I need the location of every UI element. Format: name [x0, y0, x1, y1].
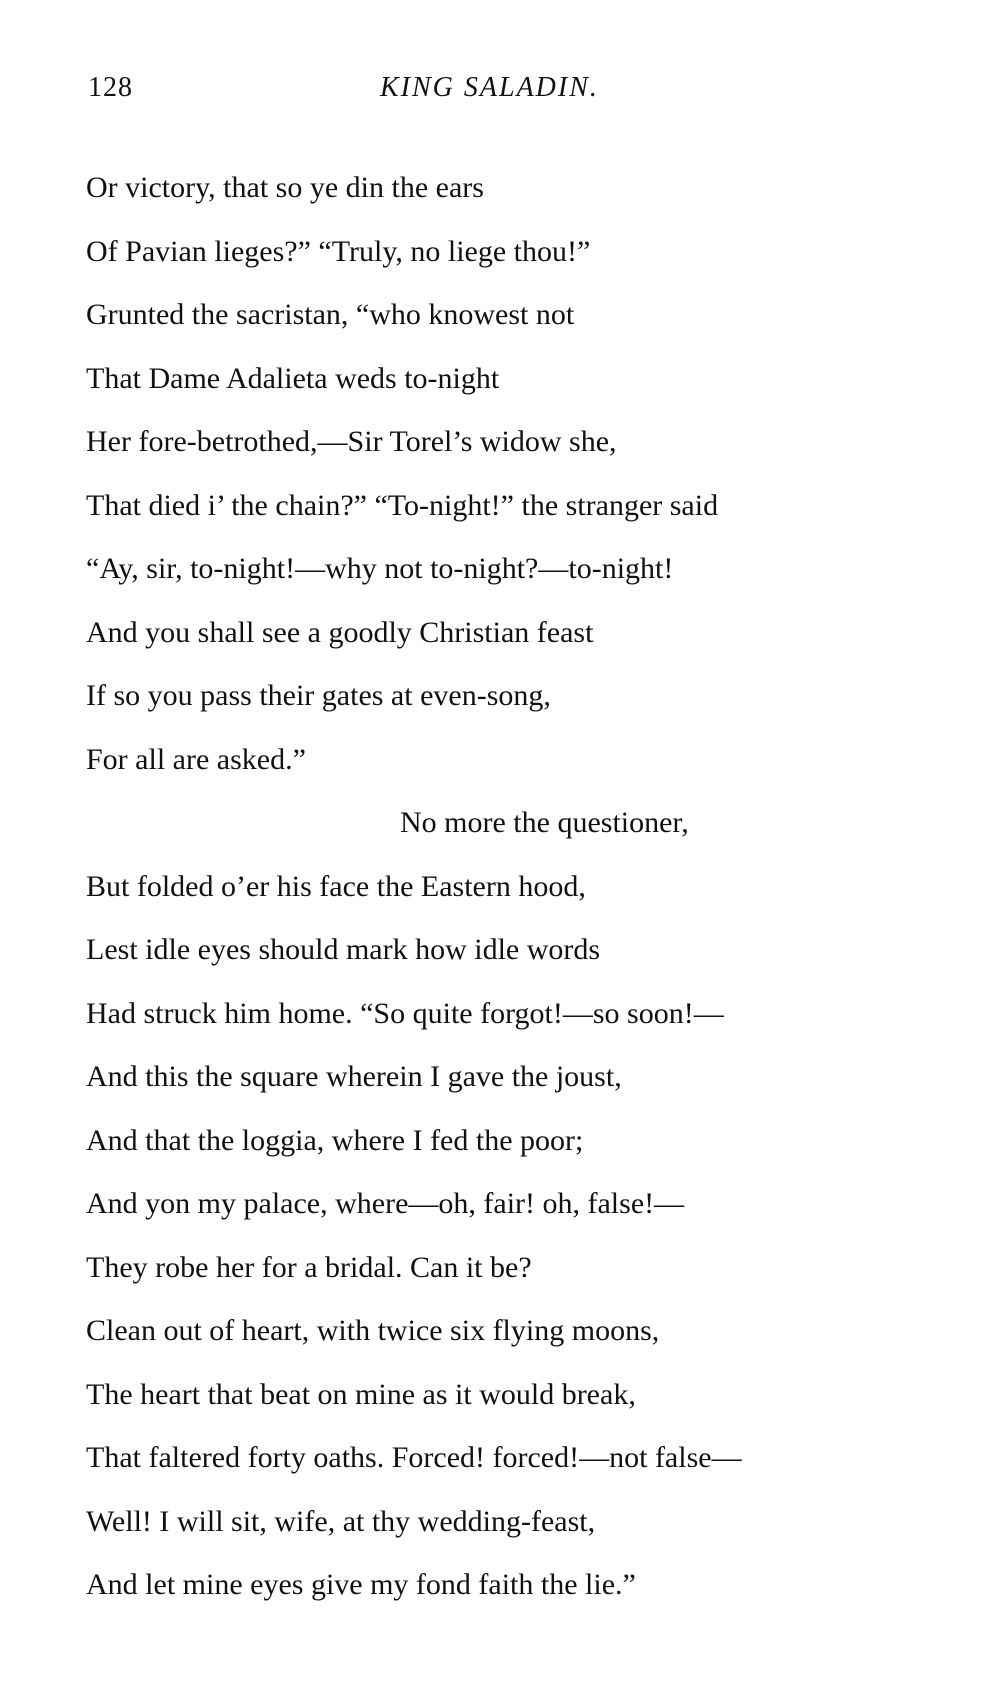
page-header	[88, 72, 928, 112]
poem-line: “Ay, sir, to-night!—why not to-night?—to-night!	[86, 552, 674, 585]
poem-line: And that the loggia, where I fed the poor;	[86, 1123, 584, 1157]
poem-line: Lest idle eyes should mark how idle words	[86, 933, 601, 966]
poem-line: Of Pavian lieges?” “Truly, no liege thou!”	[86, 234, 591, 268]
poem-line: Her fore-betrothed,—Sir Torel’s widow she,	[86, 425, 617, 458]
poem-line: Well! I will sit, wife, at thy wedding-feast,	[86, 1504, 596, 1538]
poem-line: Or victory, that so ye din the ears	[86, 171, 484, 204]
poem-line-indented: No more the questioner,	[400, 806, 689, 839]
poem-line: And let mine eyes give my fond faith the lie.”	[86, 1568, 636, 1601]
poem-line: They robe her for a bridal. Can it be?	[86, 1250, 532, 1284]
poem-line: The heart that beat on mine as it would break,	[86, 1377, 636, 1411]
poem-line: And you shall see a goodly Christian feast	[86, 615, 594, 649]
poem-line: Clean out of heart, with twice six flying moons,	[86, 1314, 660, 1347]
running-title: KING SALADIN.	[380, 72, 599, 103]
poem-text	[86, 156, 946, 1617]
poem-line: If so you pass their gates at even-song,	[86, 679, 551, 712]
poem-line: Had struck him home. “So quite forgot!—so soon!—	[86, 996, 724, 1030]
poem-line: Grunted the sacristan, “who knowest not	[86, 298, 575, 331]
poem-line: That died i’ the chain?” “To-night!” the stranger said	[86, 488, 719, 522]
poem-line: For all are asked.”	[86, 742, 306, 776]
poem-line: That Dame Adalieta weds to-night	[86, 361, 500, 395]
poem-line: And yon my palace, where—oh, fair! oh, false!—	[86, 1187, 685, 1220]
poem-line: That faltered forty oaths. Forced! forced!—not false—	[86, 1441, 742, 1474]
poem-line: And this the square wherein I gave the joust,	[86, 1060, 622, 1093]
page-number: 128	[88, 72, 133, 103]
poem-line: But folded o’er his face the Eastern hood,	[86, 869, 586, 903]
